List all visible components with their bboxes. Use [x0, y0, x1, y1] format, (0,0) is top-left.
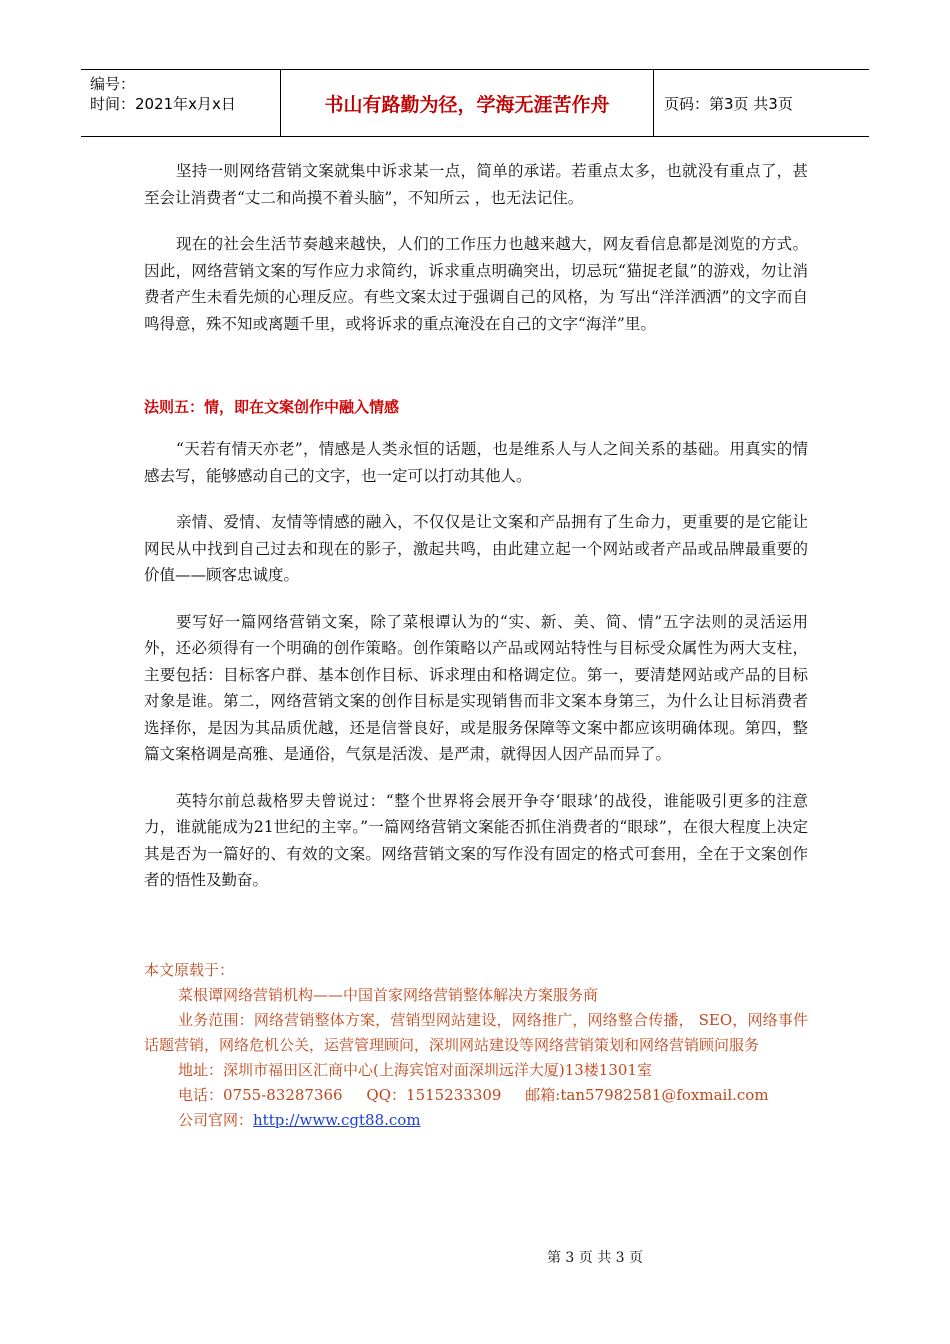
emotion-section [144, 436, 808, 894]
source-scope: 业务范围：网络营销整体方案，营销型网站建设，网络推广，网络整合传播， SEO，网络事件话题营销，网络危机公关，运营管理顾问，深圳网站建设等网络营销策划和网络营销顾问服务 [144, 1011, 808, 1054]
header-meta [81, 70, 281, 136]
source-block [144, 958, 808, 1133]
source-org: 菜根谭网络营销机构——中国首家网络营销整体解决方案服务商 [178, 986, 599, 1004]
header-page-info: 页码：第3页 共3页 [664, 94, 793, 113]
page-footer: 第 3 页 共 3 页 [546, 1250, 644, 1266]
website-label: 公司官网： [178, 1111, 254, 1129]
paragraph: 坚持一则网络营销文案就集中诉求某一点，简单的承诺。若重点太多，也就没有重点了，甚至会让消费者“丈二和尚摸不着头脑”，不知所云 ，也无法记住。 [144, 162, 808, 207]
source-label: 本文原载于： [144, 961, 235, 979]
paragraph: 英特尔前总裁格罗夫曾说过：“整个世界将会展开争夺‘眼球’的战役，谁能吸引更多的注意力，谁就能成为21世纪的主宰。”一篇网络营销文案能否抓住消费者的“眼球”，在很大程度上决定其是否为一篇好的、有效的文案。网络营销文案的写作没有固定的格式可套用，全在于文案创作者的悟性及勤奋。 [144, 791, 808, 889]
intro-section [144, 158, 808, 337]
page-header [81, 69, 869, 137]
paragraph: 要写好一篇网络营销文案，除了菜根谭认为的“实、新、美、简、情”五字法则的灵活运用外，还必须得有一个明确的创作策略。创作策略以产品或网站特性与目标受众属性为两大支柱，主要包括：目标客户群、基本创作目标、诉求理由和格调定位。第一，要清楚网站或产品的目标对象是谁。第二，网络营销文案的创作目标是实现销售而非文案本身第三，为什么让目标消费者选择你，是因为其品质优越，还是信誉良好，或是服务保障等文案中都应该明确体现。第四，整篇文案格调是高雅、是通俗，气氛是活泼、是严肃，就得因人因产品而异了。 [144, 612, 808, 763]
paragraph: “天若有情天亦老”，情感是人类永恒的话题，也是维系人与人之间关系的基础。用真实的情感去写，能够感动自己的文字，也一定可以打动其他人。 [144, 440, 808, 485]
header-motto: 书山有路勤为径，学海无涯苦作舟 [281, 70, 654, 136]
paragraph: 现在的社会生活节奏越来越快，人们的工作压力也越来越大，网友看信息都是浏览的方式。因此，网络营销文案的写作应力求简约，诉求重点明确突出，切忌玩“猫捉老鼠”的游戏，勿让消费者产生未看先烦的心理反应。有些文案太过于强调自己的风格，为 写出“洋洋洒洒”的文字而自鸣得意，殊不知或离题千里，或将诉求的重点淹没在自己的文字“海洋”里。 [144, 235, 808, 333]
section-heading: 法则五：情，即在文案创作中融入情感 [144, 398, 400, 416]
source-phone: 电话：0755-83287366 QQ：1515233309 邮箱:tan57982581@foxmail.com [178, 1086, 769, 1104]
time-label: 时间：2021年x月x日 [90, 95, 236, 113]
source-website [144, 1108, 808, 1133]
number-label: 编号： [90, 75, 136, 93]
website-link[interactable]: http://www.cgt88.com [253, 1111, 421, 1129]
paragraph: 亲情、爱情、友情等情感的融入，不仅仅是让文案和产品拥有了生命力，更重要的是它能让网民从中找到自己过去和现在的影子，激起共鸣，由此建立起一个网站或者产品或品牌最重要的价值——顾客忠诚度。 [144, 513, 808, 584]
source-address: 地址：深圳市福田区汇商中心(上海宾馆对面深圳远洋大厦)13楼1301室 [178, 1061, 652, 1079]
